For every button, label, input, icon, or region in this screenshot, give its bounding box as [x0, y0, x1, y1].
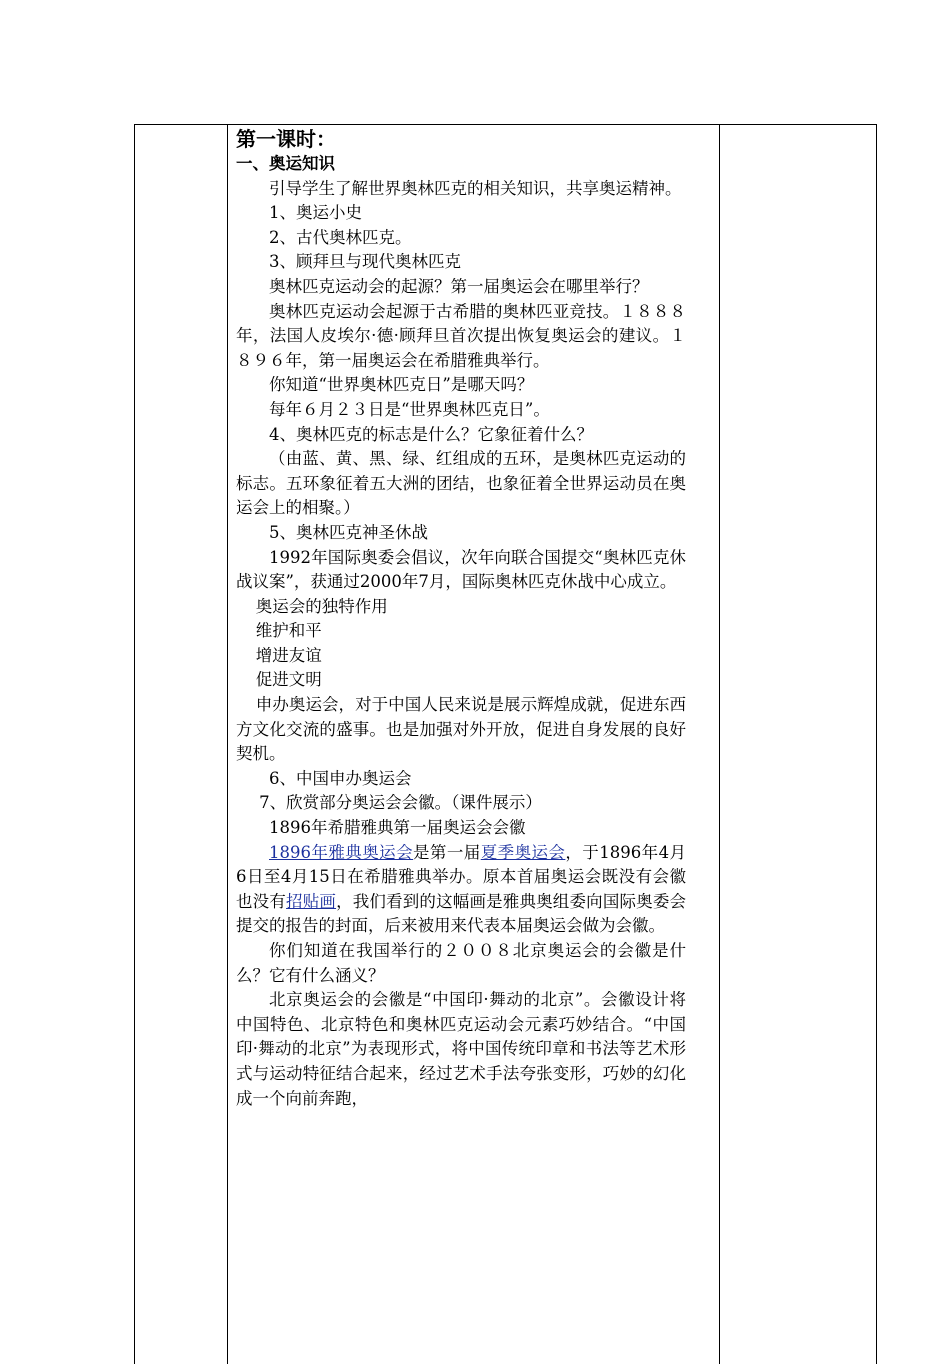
list-item: 3、顾拜旦与现代奥林匹克: [269, 252, 461, 272]
list-item: 1、奥运小史: [269, 203, 362, 223]
text-span: 是第一届: [413, 842, 481, 862]
question-paragraph: 奥林匹克运动会的起源？第一届奥运会在哪里举行？: [269, 276, 649, 296]
section-heading: 一、奥运知识: [236, 154, 335, 173]
role-title: 奥运会的独特作用: [255, 596, 388, 616]
question-paragraph: 你知道“世界奥林匹克日”是哪天吗？: [269, 375, 534, 395]
answer-paragraph: 北京奥运会的会徽是“中国印·舞动的北京”。会徽设计将中国特色、北京特色和奥林匹克运动会元素巧妙结合。“中国印·舞动的北京”为表现形式，将中国传统印章和书法等艺术形式与运动特征结合起来，经过艺术手法夸张变形，巧妙的幻化成一个向前奔跑，: [236, 990, 686, 1108]
bid-paragraph: 申办奥运会，对于中国人民来说是展示辉煌成就，促进东西方文化交流的盛事。也是加强对外开放，促进自身发展的良好契机。: [236, 695, 686, 764]
intro-paragraph: 引导学生了解世界奥林匹克的相关知识，共享奥运精神。: [269, 178, 682, 198]
role-item: 维护和平: [255, 621, 322, 641]
table-divider-right: [719, 125, 720, 1364]
list-item: 5、奥林匹克神圣休战: [269, 522, 428, 542]
table-divider-left: [227, 125, 228, 1364]
list-item: 6、中国申办奥运会: [269, 768, 412, 788]
list-item: 2、古代奥林匹克。: [269, 227, 412, 247]
emblem-title: 1896年希腊雅典第一届奥运会会徽: [269, 818, 526, 838]
lesson-title: 第一课时：: [236, 127, 336, 151]
list-item: 4、奥林匹克的标志是什么？它象征着什么？: [269, 424, 593, 444]
question-paragraph: 你们知道在我国举行的２００８北京奥运会的会徽是什么？它有什么涵义？: [236, 941, 686, 985]
text-span: ，我们看到的这幅画是雅典奥组委向国际奥委会提交的报告的封面，后来被用来代表本届奥运会做为会徽。: [236, 891, 687, 936]
role-item: 促进文明: [255, 670, 322, 690]
role-item: 增进友谊: [255, 645, 322, 665]
answer-paragraph: （由蓝、黄、黑、绿、红组成的五环，是奥林匹克运动的标志。五环象征着五大洲的团结，也象征着全世界运动员在奥运会上的相聚。）: [236, 449, 686, 518]
link-summer-olympics[interactable]: 夏季奥运会: [480, 842, 566, 862]
truce-paragraph: 1992年国际奥委会倡议，次年向联合国提交“奥林匹克休战议案”，获通过2000年7月，国际奥林匹克休战中心成立。: [236, 547, 686, 592]
link-poster[interactable]: 招贴画: [286, 891, 337, 911]
lesson-content: [236, 126, 686, 1111]
link-1896-athens-olympics[interactable]: 1896年雅典奥运会: [269, 842, 413, 862]
answer-paragraph: 奥林匹克运动会起源于古希腊的奥林匹亚竞技。１８８８年，法国人皮埃尔·德·顾拜旦首次提出恢复奥运会的建议。１８９６年，第一届奥运会在希腊雅典举行。: [236, 301, 686, 370]
text-span: ，于1896年4月6日至4月15日在希腊雅典举办。原本首届奥运会既没有会徽也没有: [236, 842, 687, 911]
list-item: 7、欣赏部分奥运会会徽。（课件展示）: [259, 793, 542, 813]
answer-paragraph: 每年６月２３日是“世界奥林匹克日”。: [269, 399, 550, 419]
emblem-1896-paragraph: [236, 841, 686, 939]
